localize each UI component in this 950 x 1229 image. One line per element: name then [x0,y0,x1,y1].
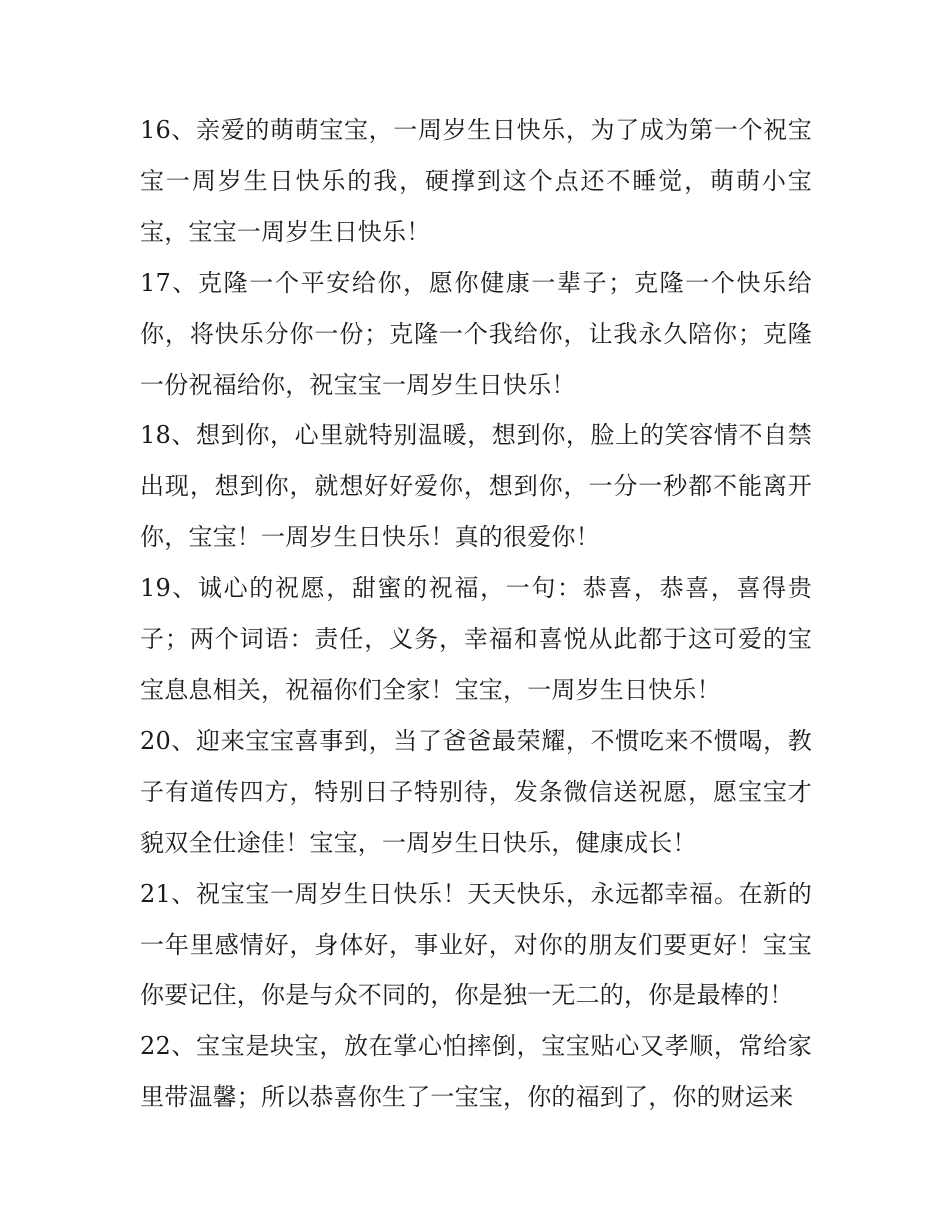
paragraph-16: 16、亲爱的萌萌宝宝，一周岁生日快乐，为了成为第一个祝宝宝一周岁生日快乐的我，硬撑到这个点还不睡觉，萌萌小宝宝，宝宝一周岁生日快乐！ [140,116,812,246]
paragraph-20: 20、迎来宝宝喜事到，当了爸爸最荣耀，不惯吃来不惯喝，教子有道传四方，特别日子特别待，发条微信送祝愿，愿宝宝才貌双全仕途佳！宝宝，一周岁生日快乐，健康成长！ [140,726,812,857]
paragraph-22: 22、宝宝是块宝，放在掌心怕摔倒，宝宝贴心又孝顺，常给家里带温馨；所以恭喜你生了一宝宝，你的福到了，你的财运来 [140,1032,812,1112]
paragraph-21: 21、祝宝宝一周岁生日快乐！天天快乐，永远都幸福。在新的一年里感情好，身体好，事业好，对你的朋友们要更好！宝宝你要记住，你是与众不同的，你是独一无二的，你是最棒的！ [140,879,812,1010]
paragraph-18: 18、想到你，心里就特别温暖，想到你，脸上的笑容情不自禁出现，想到你，就想好好爱你，想到你，一分一秒都不能离开你，宝宝！一周岁生日快乐！真的很爱你！ [140,421,812,552]
paragraph-17: 17、克隆一个平安给你，愿你健康一辈子；克隆一个快乐给你，将快乐分你一份；克隆一个我给你，让我永久陪你；克隆一份祝福给你，祝宝宝一周岁生日快乐！ [140,268,812,399]
document-body [140,105,812,1123]
paragraph-19: 19、诚心的祝愿，甜蜜的祝福，一句：恭喜，恭喜，喜得贵子；两个词语：责任，义务，幸福和喜悦从此都于这可爱的宝宝息息相关，祝福你们全家！宝宝，一周岁生日快乐！ [140,574,812,704]
